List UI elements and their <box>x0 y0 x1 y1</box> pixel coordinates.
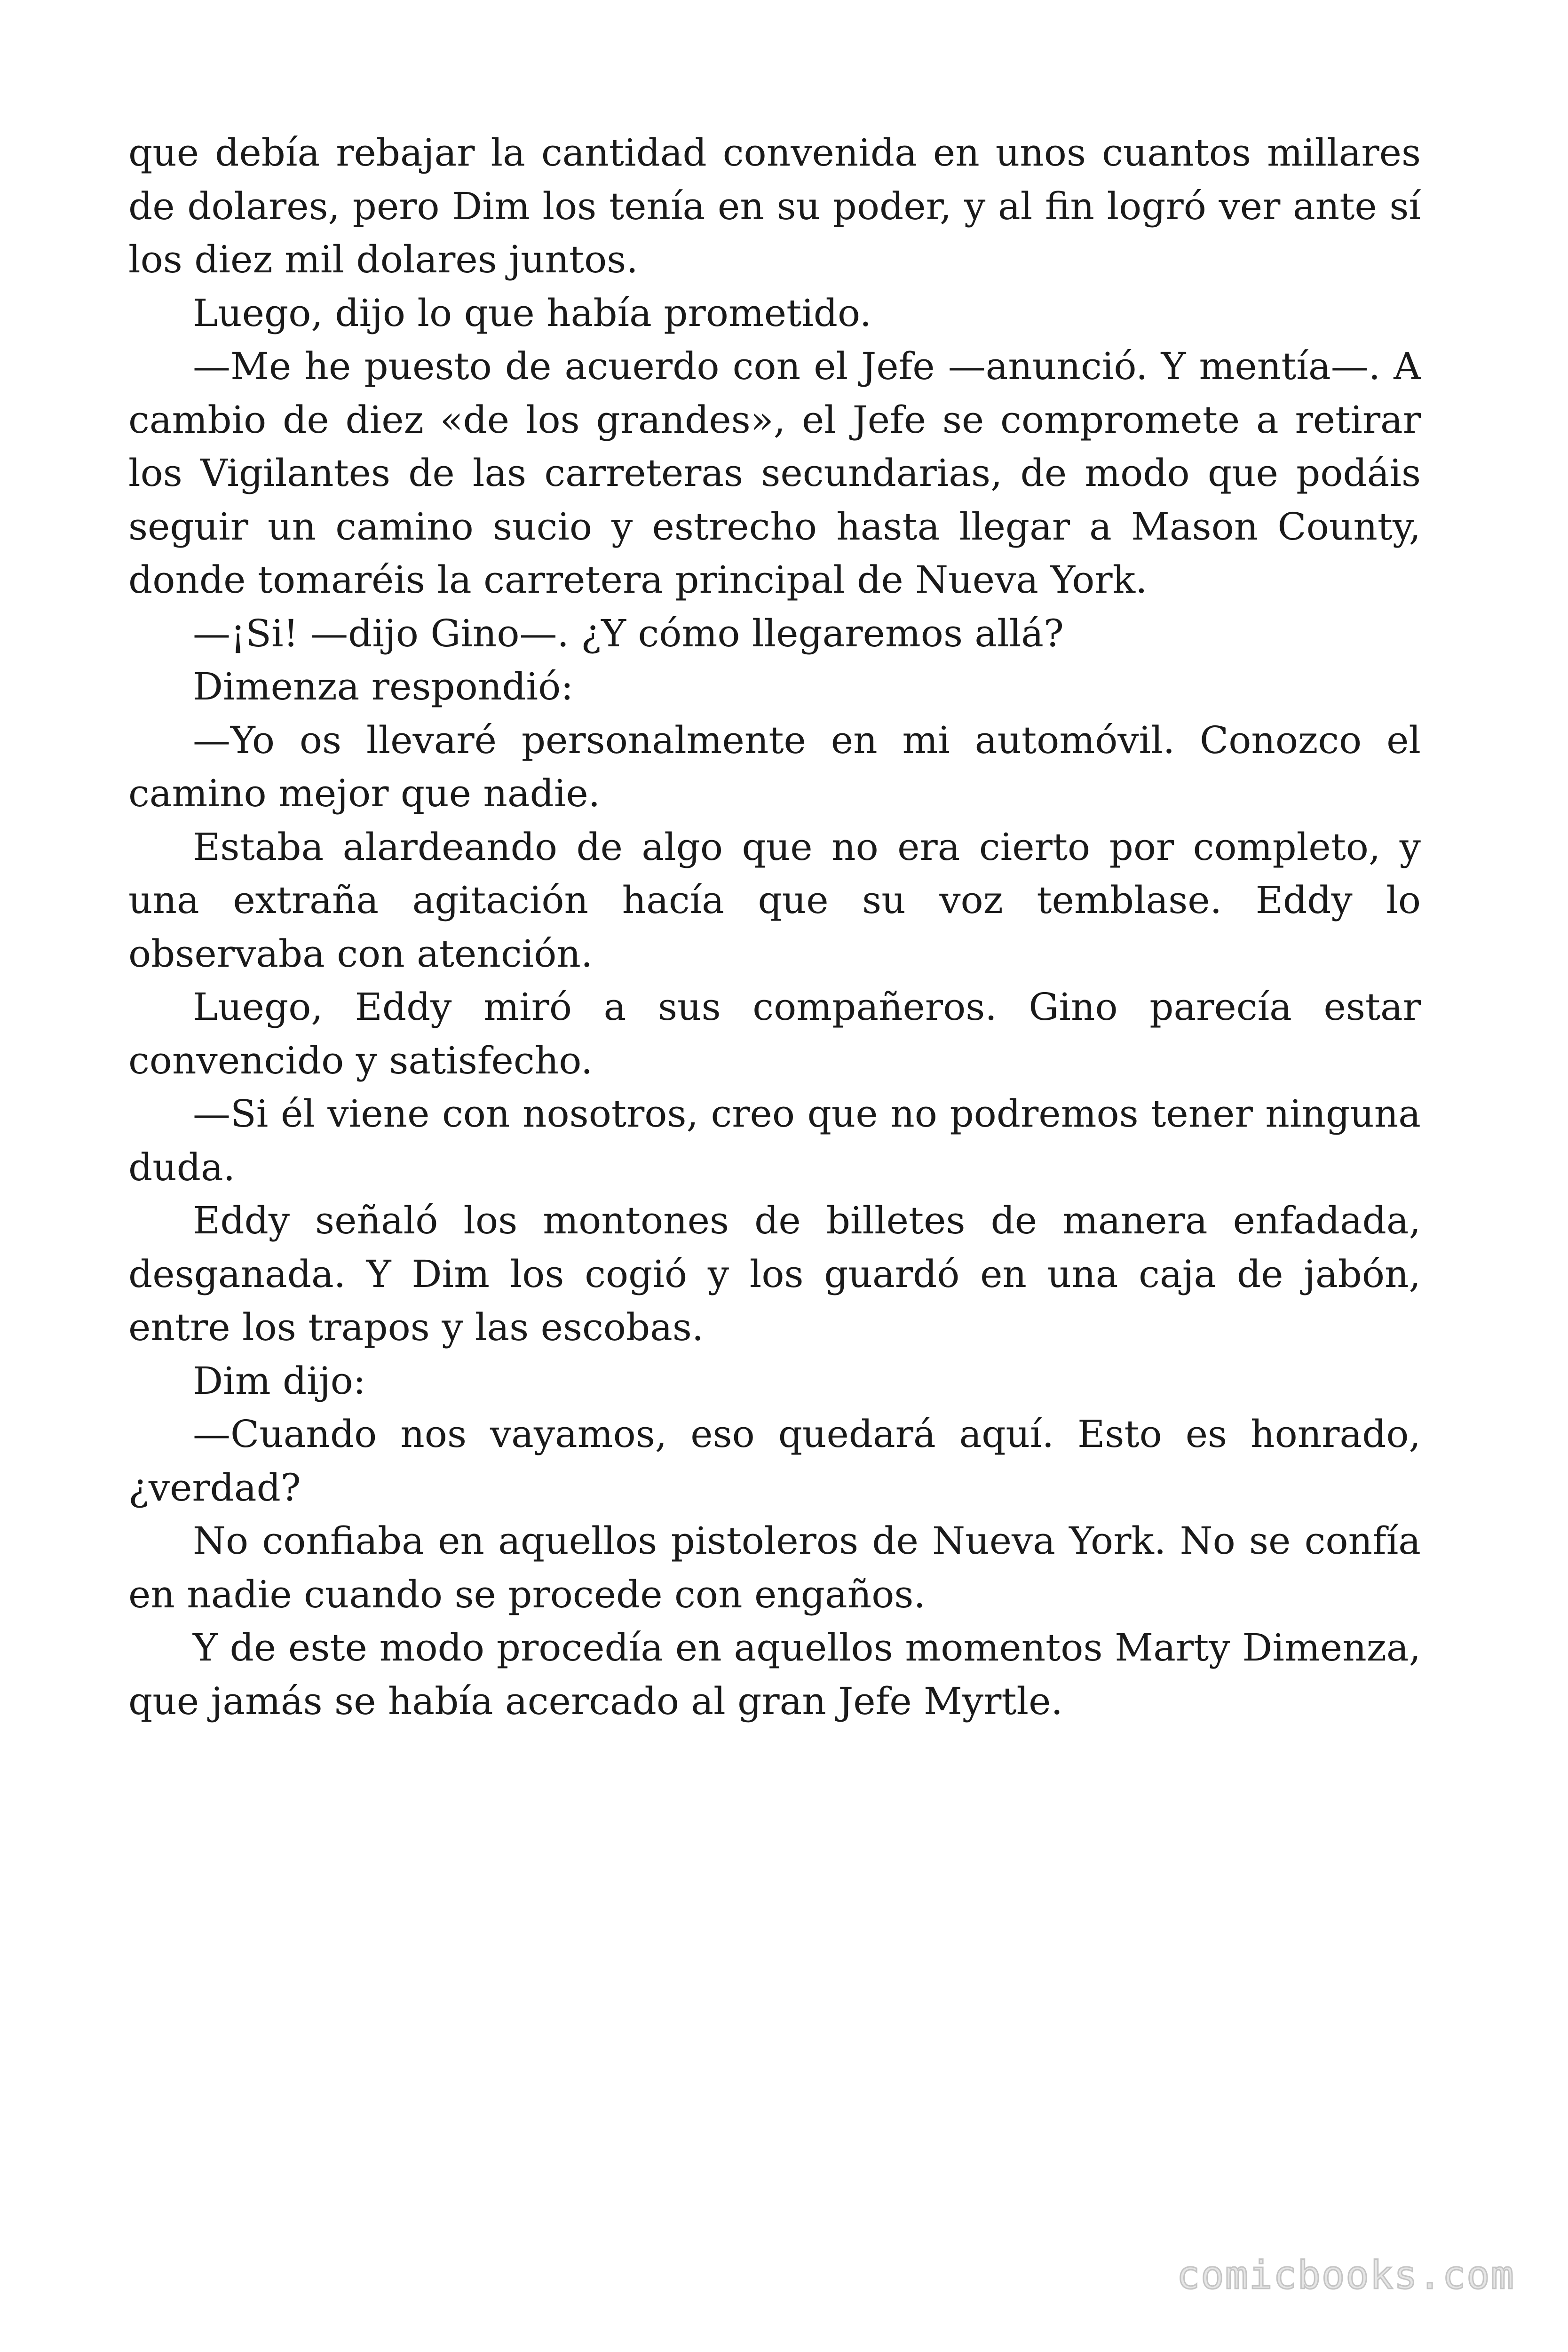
paragraph: —Cuando nos vayamos, eso quedará aquí. Esto es honrado, ¿verdad? <box>128 1412 1421 1510</box>
body-text <box>128 126 1421 1728</box>
watermark: comicbooks.com <box>1176 2253 1515 2298</box>
paragraph: —Si él viene con nosotros, creo que no podremos tener ninguna duda. <box>128 1092 1421 1189</box>
paragraph: —¡Si! —dijo Gino—. ¿Y cómo llegaremos allá? <box>193 611 1064 655</box>
paragraph: Estaba alardeando de algo que no era cierto por completo, y una extraña agitación hacía que su voz temblase. Eddy lo observaba con atención. <box>128 825 1421 976</box>
paragraph: Y de este modo procedía en aquellos momentos Marty Dimenza, que jamás se había acercado al gran Jefe Myrtle. <box>128 1626 1421 1723</box>
paragraph: Luego, dijo lo que había prometido. <box>193 291 872 335</box>
paragraph: No confiaba en aquellos pistoleros de Nueva York. No se confía en nadie cuando se procede con engaños. <box>128 1519 1421 1616</box>
paragraph: Eddy señaló los montones de billetes de manera enfadada, desganada. Y Dim los cogió y los guardó en una caja de jabón, entre los trapos y las escobas. <box>128 1199 1421 1349</box>
paragraph: Dimenza respondió: <box>193 665 574 708</box>
paragraph: Luego, Eddy miró a sus compañeros. Gino parecía estar convencido y satisfecho. <box>128 985 1421 1082</box>
paragraph: —Me he puesto de acuerdo con el Jefe —anunció. Y mentía—. A cambio de diez «de los grandes», el Jefe se compromete a retirar los Vigilantes de las carreteras secundarias, de modo que podáis seguir un camino sucio y estrecho hasta llegar a Mason County, donde tomaréis la carretera principal de Nueva York. <box>128 344 1421 602</box>
paragraph: que debía rebajar la cantidad convenida en unos cuantos millares de dolares, pero Dim los tenía en su poder, y al fin logró ver ante sí los diez mil dolares juntos. <box>128 131 1421 281</box>
paragraph: Dim dijo: <box>193 1359 366 1403</box>
paragraph: —Yo os llevaré personalmente en mi automóvil. Conozco el camino mejor que nadie. <box>128 718 1421 815</box>
